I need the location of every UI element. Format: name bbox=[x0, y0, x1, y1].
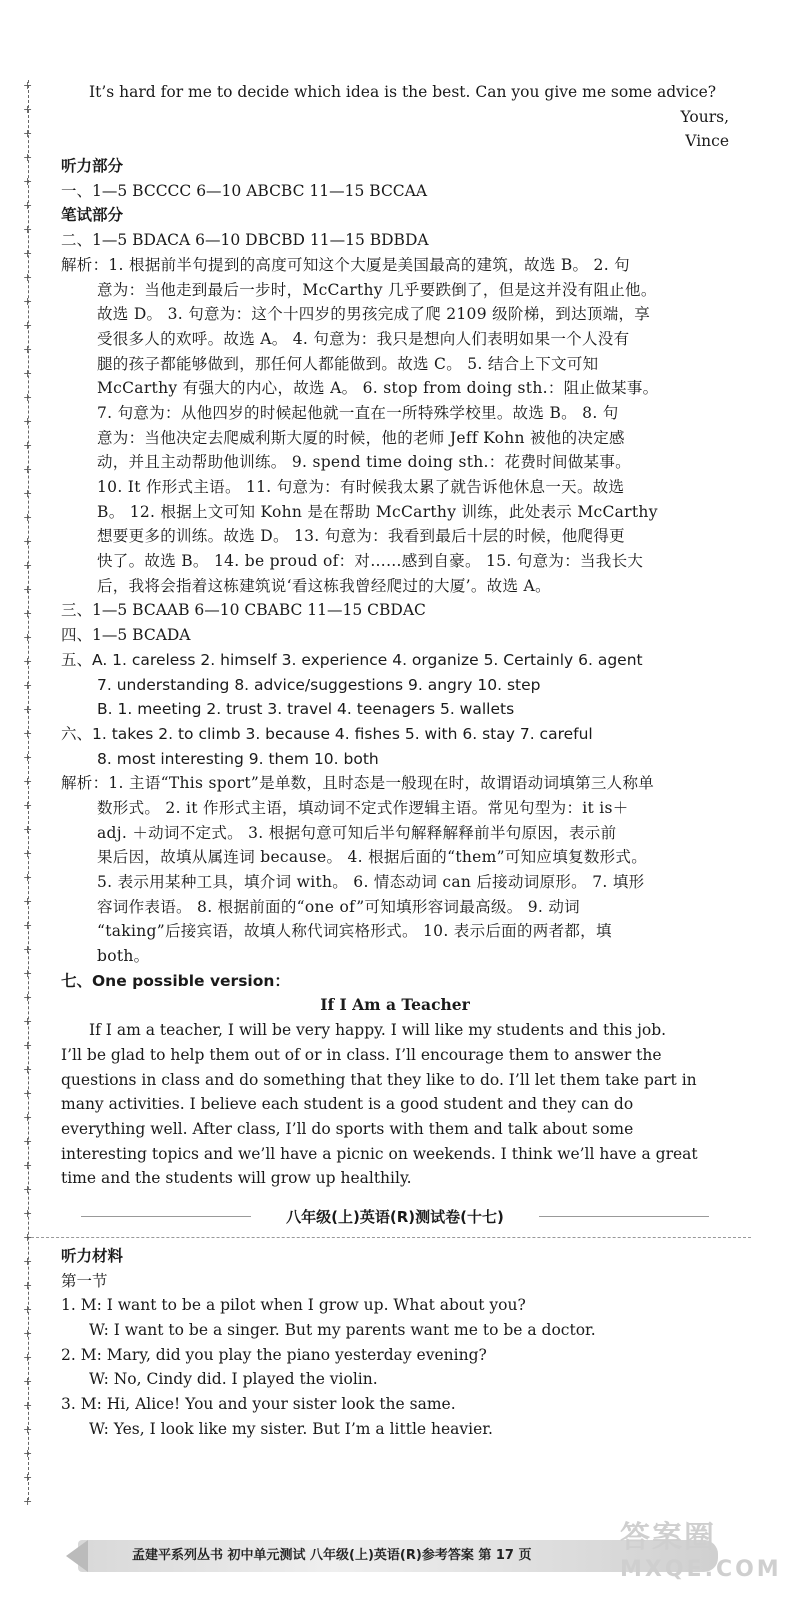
cut-mark: + bbox=[23, 199, 33, 212]
explanation-line: 容词作表语。 8. 根据前面的“one of”可知填形容词最高级。 9. 动词 bbox=[97, 897, 580, 916]
cut-mark: + bbox=[23, 1375, 33, 1388]
cut-mark: + bbox=[23, 1231, 33, 1244]
essay-body bbox=[61, 1018, 729, 1191]
cut-mark: + bbox=[23, 655, 33, 668]
cut-mark: + bbox=[23, 511, 33, 524]
cut-mark: + bbox=[23, 1063, 33, 1076]
cut-mark: + bbox=[23, 1135, 33, 1148]
cut-mark: + bbox=[23, 895, 33, 908]
watermark-url: MXQE.COM bbox=[620, 1557, 782, 1582]
cut-mark: + bbox=[23, 367, 33, 380]
cut-mark: + bbox=[23, 391, 33, 404]
section2-answers: 二、1—5 BDACA 6—10 DBCBD 11—15 BDBDA bbox=[61, 231, 429, 250]
explanation-line: “taking”后接宾语，故填人称代词宾格形式。 10. 表示后面的两者都，填 bbox=[97, 922, 612, 941]
explanation-line: 后，我将会指着这栋建筑说‘看这栋我曾经爬过的大厦’。故选 A。 bbox=[97, 576, 551, 595]
cut-mark: + bbox=[23, 1087, 33, 1100]
essay-line: everything well. After class, I’ll do sports with them and talk about some bbox=[61, 1119, 634, 1138]
explanation-line: McCarthy 有强大的内心，故选 A。 6. stop from doing sth.：阻止做某事。 bbox=[97, 379, 659, 398]
cut-mark: + bbox=[23, 127, 33, 140]
cut-mark: + bbox=[23, 559, 33, 572]
explanation-line: 10. It 作形式主语。 11. 句意为：有时候我太累了就告诉他休息一天。故选 bbox=[97, 478, 625, 496]
cut-mark: + bbox=[23, 295, 33, 308]
dialogue-line: 3. M: Hi, Alice! You and your sister look the same. bbox=[61, 1395, 456, 1414]
section7-header: 七、One possible version： bbox=[61, 971, 290, 990]
watermark-logo bbox=[620, 1518, 780, 1590]
cut-mark: + bbox=[23, 1255, 33, 1268]
cut-mark: + bbox=[23, 535, 33, 548]
cut-mark: + bbox=[23, 151, 33, 164]
part1-header: 第一节 bbox=[61, 1271, 108, 1290]
cut-mark: + bbox=[23, 703, 33, 716]
explanation-line: 意为：当他决定去爬威利斯大厦的时候，他的老师 Jeff Kohn 被他的决定感 bbox=[97, 428, 625, 447]
explanation-line: 故选 D。 3. 句意为：这个十四岁的男孩完成了爬 2109 级阶梯，到达顶端，享 bbox=[97, 305, 651, 324]
cut-mark: + bbox=[23, 1351, 33, 1364]
cut-mark: + bbox=[23, 1471, 33, 1484]
essay-line: time and the students will grow up healthily. bbox=[61, 1169, 412, 1188]
section6-line: 8. most interesting 9. them 10. both bbox=[97, 749, 379, 768]
written-header: 笔试部分 bbox=[61, 206, 124, 225]
cut-mark: + bbox=[23, 751, 33, 764]
cut-mark: + bbox=[23, 967, 33, 980]
section6-line: 六、1. takes 2. to climb 3. because 4. fishes 5. with 6. stay 7. careful bbox=[61, 724, 593, 743]
essay-line: interesting topics and we’ll have a picnic on weekends. I think we’ll have a great bbox=[61, 1144, 698, 1163]
cut-line bbox=[23, 79, 43, 1508]
cut-mark: + bbox=[23, 847, 33, 860]
explanation-line: 数形式。 2. it 作形式主语，填动词不定式作逻辑主语。常见句型为：it is＋ bbox=[97, 798, 629, 817]
watermark-text: 答案圈 bbox=[620, 1520, 716, 1555]
explanation-line: B。 12. 根据上文可知 Kohn 是在帮助 McCarthy 训练，此处表示 McCarthy bbox=[97, 502, 658, 521]
cut-mark: + bbox=[23, 271, 33, 284]
cut-mark: + bbox=[23, 1399, 33, 1412]
cut-mark: + bbox=[23, 223, 33, 236]
test-title: 八年级(上)英语(R)测试卷(十七) bbox=[61, 1203, 729, 1231]
cut-mark: + bbox=[23, 799, 33, 812]
cut-mark: + bbox=[23, 727, 33, 740]
essay-line: many activities. I believe each student is a good student and they can do bbox=[61, 1095, 634, 1114]
cut-mark: + bbox=[23, 79, 33, 92]
essay-line: I’ll be glad to help them out of or in class. I’ll encourage them to answer the bbox=[61, 1045, 662, 1064]
cut-mark: + bbox=[23, 631, 33, 644]
cut-mark: + bbox=[23, 991, 33, 1004]
cut-mark: + bbox=[23, 463, 33, 476]
essay-line: questions in class and do something that they like to do. I’ll let them take part in bbox=[61, 1070, 697, 1089]
dialogue-line: 1. M: I want to be a pilot when I grow up. What about you? bbox=[61, 1296, 526, 1315]
essay-line: If I am a teacher, I will be very happy. I will like my students and this job. bbox=[89, 1021, 667, 1040]
section5-line: 五、A. 1. careless 2. himself 3. experience 4. organize 5. Certainly 6. agent bbox=[61, 650, 643, 669]
cut-mark: + bbox=[23, 343, 33, 356]
dialogue-list bbox=[61, 1293, 729, 1441]
explanation-line: 腿的孩子都能够做到，那任何人都能做到。故选 C。 5. 结合上下文可知 bbox=[97, 354, 599, 373]
cut-mark: + bbox=[23, 607, 33, 620]
cut-mark: + bbox=[23, 775, 33, 788]
cut-mark: + bbox=[23, 1159, 33, 1172]
section5-line: 7. understanding 8. advice/suggestions 9. angry 10. step bbox=[97, 675, 541, 694]
dialogue-line: W: No, Cindy did. I played the violin. bbox=[89, 1370, 378, 1389]
explanation-line: 意为：当他走到最后一步时，McCarthy 几乎要跌倒了，但是这并没有阻止他。 bbox=[97, 280, 657, 299]
cut-mark: + bbox=[23, 1015, 33, 1028]
explanation-line: 想要更多的训练。故选 D。 13. 句意为：我看到最后十层的时候，他爬得更 bbox=[97, 527, 625, 546]
explanation-line: both。 bbox=[97, 947, 150, 966]
answer-page bbox=[61, 80, 729, 1441]
explanation-line: 受很多人的欢呼。故选 A。 4. 句意为：我只是想向人们表明如果一个人没有 bbox=[97, 329, 630, 348]
cut-mark: + bbox=[23, 679, 33, 692]
listening-header: 听力部分 bbox=[61, 157, 124, 176]
cut-mark: + bbox=[23, 1039, 33, 1052]
cut-mark: + bbox=[23, 1279, 33, 1292]
cut-mark: + bbox=[23, 871, 33, 884]
cut-mark: + bbox=[23, 439, 33, 452]
section3-answers: 三、1—5 BCAAB 6—10 CBABC 11—15 CBDAC bbox=[61, 601, 426, 620]
dialogue-line: 2. M: Mary, did you play the piano yesterday evening? bbox=[61, 1345, 487, 1364]
cut-mark: + bbox=[23, 415, 33, 428]
dialogue-line: W: I want to be a singer. But my parents want me to be a doctor. bbox=[89, 1321, 596, 1339]
footer-text: 孟建平系列丛书 初中单元测试 八年级(上)英语(R)参考答案 第 17 页 bbox=[132, 1548, 532, 1563]
explanation-line: 动，并且主动帮助他训练。 9. spend time doing sth.：花费时间做某事。 bbox=[97, 453, 631, 472]
listening-answers: 一、1—5 BCCCC 6—10 ABCBC 11—15 BCCAA bbox=[61, 181, 428, 200]
letter-line: It’s hard for me to decide which idea is the best. Can you give me some advice? bbox=[89, 83, 717, 101]
letter-signature: Vince bbox=[685, 132, 729, 151]
cut-mark: + bbox=[23, 1327, 33, 1340]
cut-mark: + bbox=[23, 1447, 33, 1460]
cut-mark: + bbox=[23, 1423, 33, 1436]
explanation-line: 解析：1. 根据前半句提到的高度可知这个大厦是美国最高的建筑，故选 B。 2. 句 bbox=[61, 255, 630, 274]
section6-explanation bbox=[61, 771, 729, 969]
footer-arrow-icon bbox=[66, 1540, 88, 1572]
explanation-line: 5. 表示用某种工具，填介词 with。 6. 情态动词 can 后接动词原形。 7. 填形 bbox=[97, 873, 645, 891]
cut-mark: + bbox=[23, 919, 33, 932]
letter-closing: Yours, bbox=[680, 107, 729, 126]
cut-mark: + bbox=[23, 943, 33, 956]
cut-mark: + bbox=[23, 247, 33, 260]
section-divider bbox=[31, 1237, 751, 1238]
cut-mark: + bbox=[23, 175, 33, 188]
explanation-line: 快了。故选 B。 14. be proud of：对……感到自豪。 15. 句意为：当我长大 bbox=[97, 552, 644, 571]
section5-line: B. 1. meeting 2. trust 3. travel 4. teenagers 5. wallets bbox=[97, 700, 515, 719]
dialogue-line: W: Yes, I look like my sister. But I’m a little heavier. bbox=[89, 1419, 493, 1438]
cut-mark: + bbox=[23, 823, 33, 836]
cut-mark: + bbox=[23, 103, 33, 116]
section4-answers: 四、1—5 BCADA bbox=[61, 626, 191, 645]
section2-explanation bbox=[61, 253, 729, 599]
cut-mark: + bbox=[23, 319, 33, 332]
explanation-line: adj. ＋动词不定式。 3. 根据句意可知后半句解释解释前半句原因，表示前 bbox=[97, 823, 617, 842]
essay-title: If I Am a Teacher bbox=[320, 995, 470, 1015]
cut-mark: + bbox=[23, 1495, 33, 1508]
cut-mark: + bbox=[23, 1303, 33, 1316]
explanation-line: 7. 句意为：从他四岁的时候起他就一直在一所特殊学校里。故选 B。 8. 句 bbox=[97, 403, 619, 422]
cut-mark: + bbox=[23, 487, 33, 500]
explanation-line: 解析：1. 主语“This sport”是单数，且时态是一般现在时，故谓语动词填第三人称单 bbox=[61, 774, 655, 793]
cut-mark: + bbox=[23, 1111, 33, 1124]
listening-material-header: 听力材料 bbox=[61, 1246, 124, 1265]
cut-mark: + bbox=[23, 1207, 33, 1220]
cut-mark: + bbox=[23, 583, 33, 596]
cut-mark: + bbox=[23, 1183, 33, 1196]
explanation-line: 果后因，故填从属连词 because。 4. 根据后面的“them”可知应填复数形式。 bbox=[97, 848, 648, 867]
